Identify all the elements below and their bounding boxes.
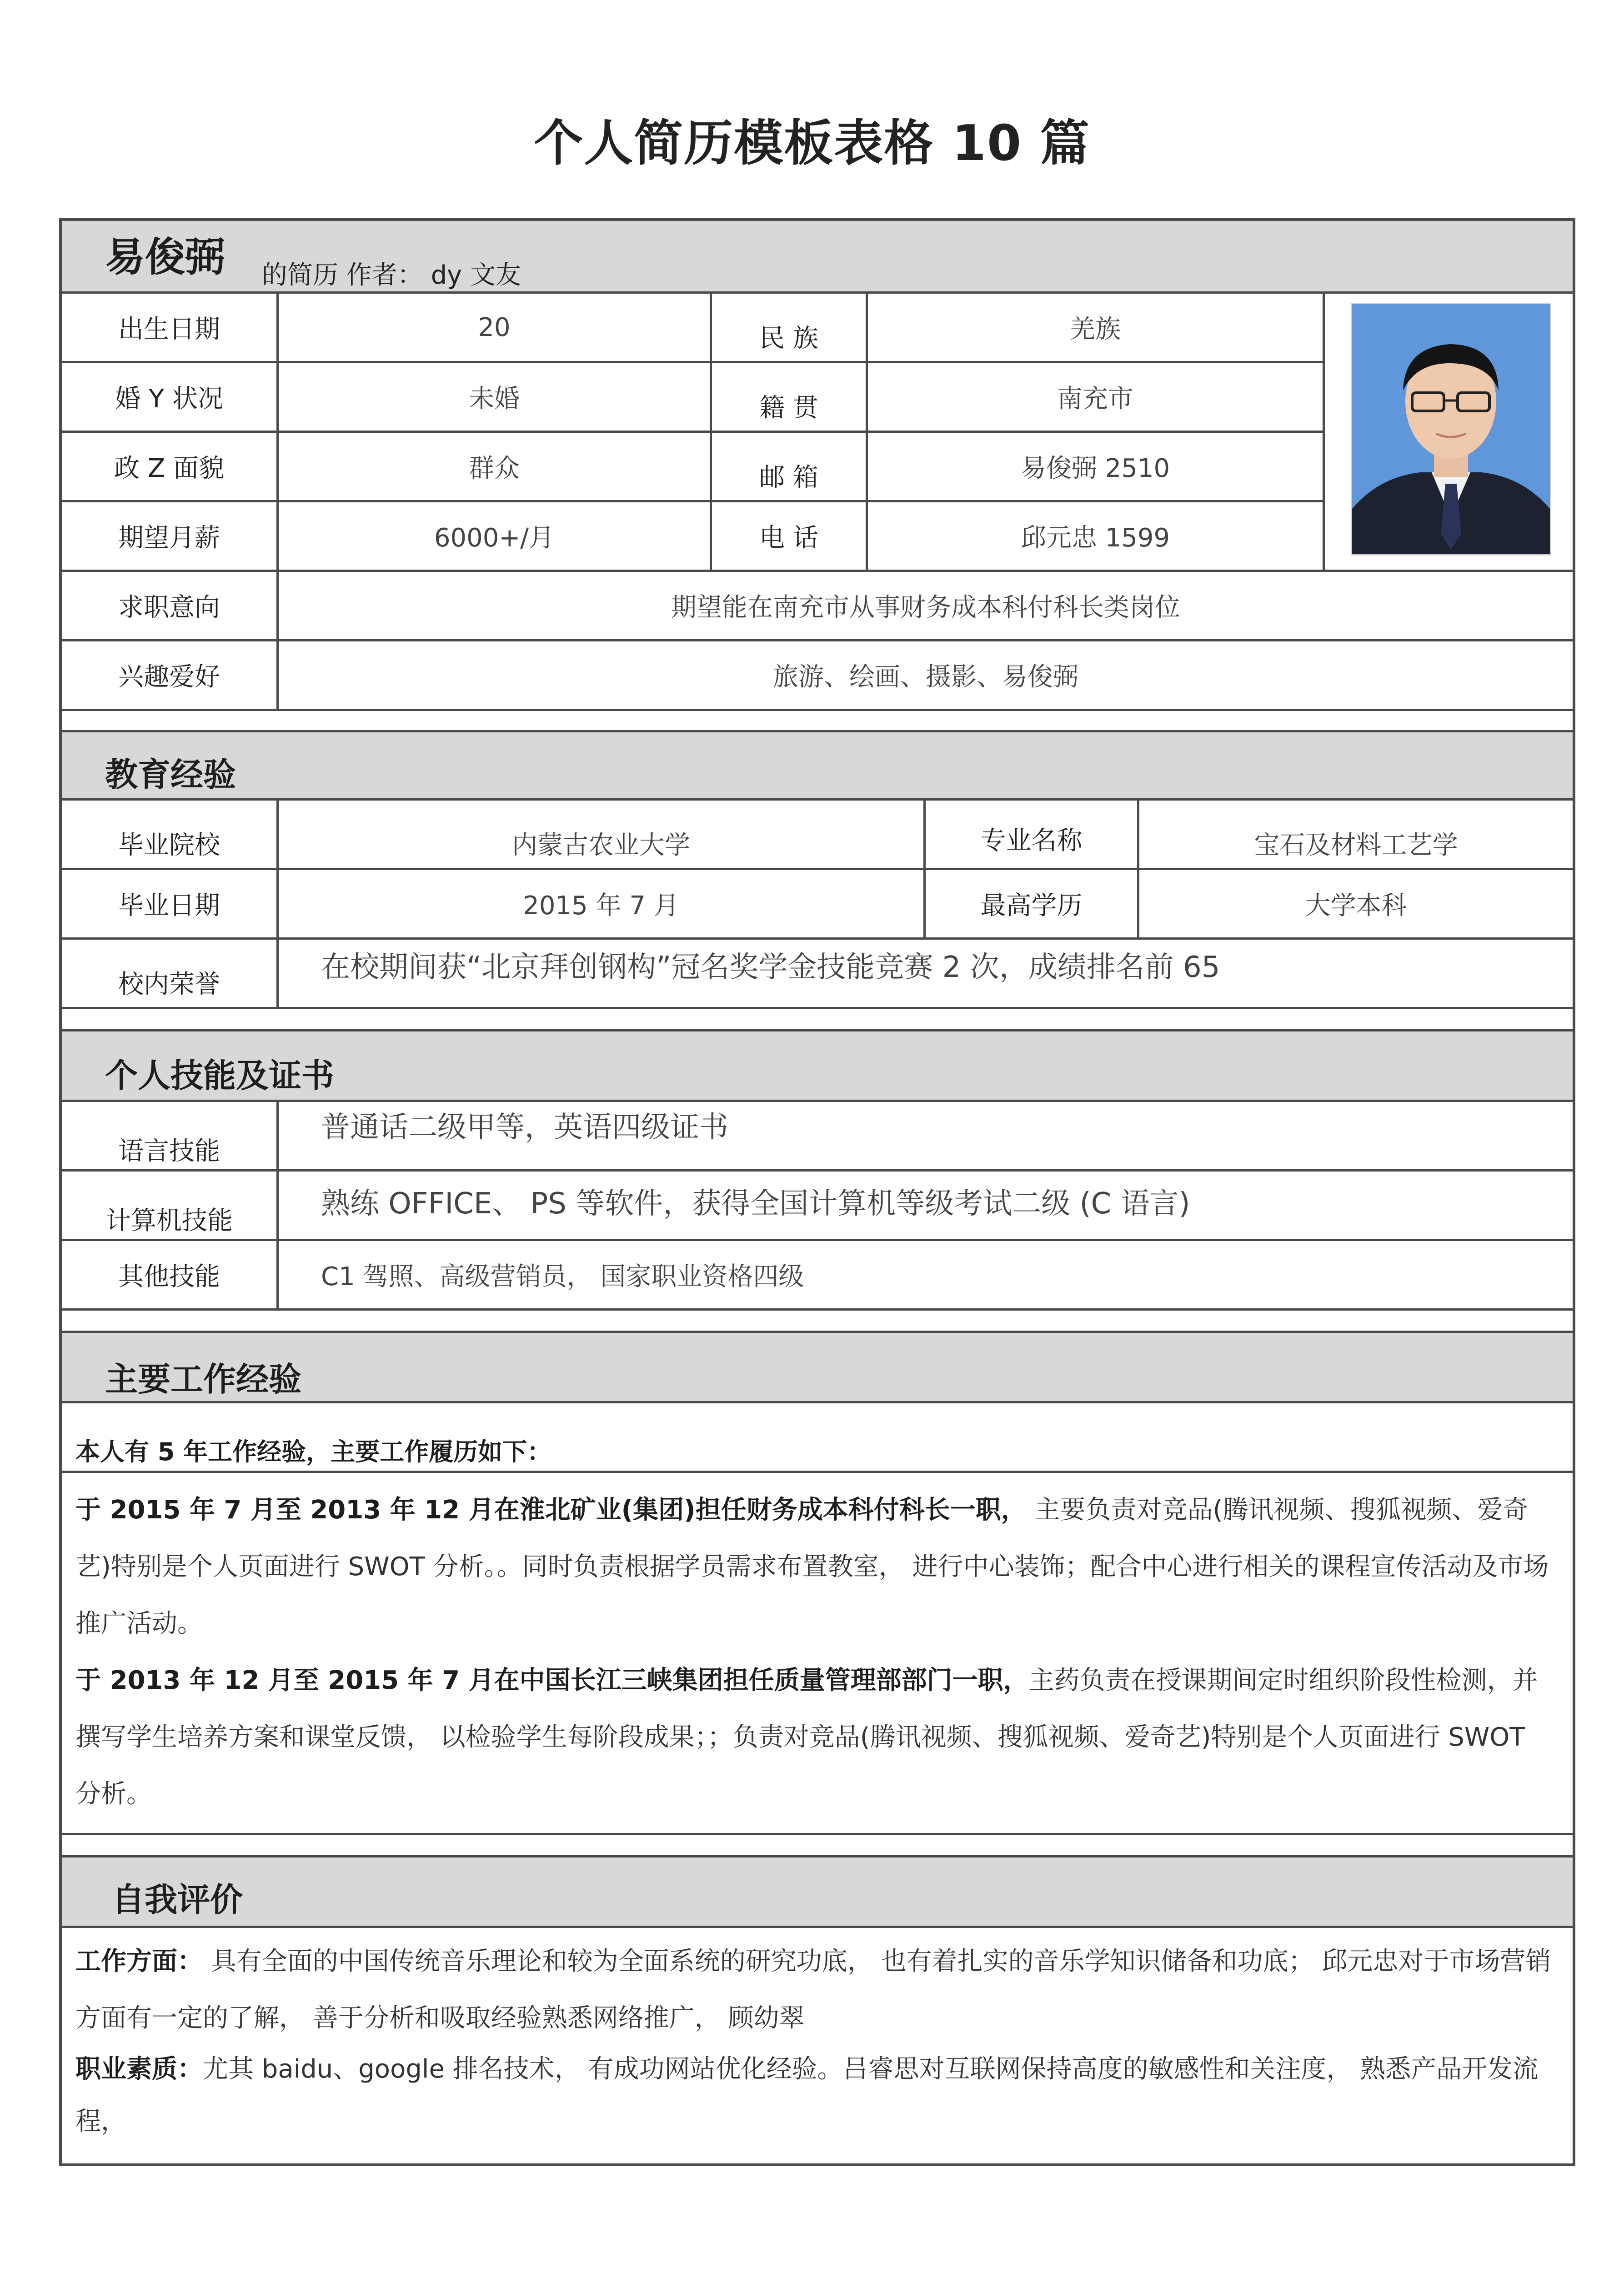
salary-value: 6000+/月 bbox=[434, 523, 555, 553]
origin-label: 籍 贯 bbox=[759, 393, 818, 423]
education-title: 教育经验 bbox=[105, 756, 236, 794]
other-skill-label: 其他技能 bbox=[118, 1262, 220, 1292]
honor-value: 在校期间获“北京拜创钢构”冠名奖学金技能竞赛 2 次，成绩排名前 65 bbox=[321, 951, 1220, 984]
self-eval-work-text: 具有全面的中国传统音乐理论和较为全面系统的研究功底， 也有着扎实的音乐学知识储备和功底； 邱元忠对于市场营销方面有一定的了解， 善于分析和吸取经验熟悉网络推广， 顾幼翠 bbox=[75, 1947, 1551, 2033]
degree-value: 大学本科 bbox=[1305, 891, 1407, 921]
school-value: 内蒙古农业大学 bbox=[512, 831, 690, 860]
birth-label: 出生日期 bbox=[118, 315, 220, 344]
language-skill-label: 语言技能 bbox=[118, 1136, 220, 1166]
education-header-band bbox=[62, 732, 1573, 798]
origin-value: 南充市 bbox=[1057, 384, 1133, 414]
work-history-1 bbox=[75, 1482, 1558, 1652]
ethnic-label: 民 族 bbox=[759, 324, 818, 353]
degree-label: 最高学历 bbox=[980, 891, 1083, 921]
ethnic-value: 羌族 bbox=[1070, 315, 1121, 344]
major-value: 宝石及材料工艺学 bbox=[1254, 831, 1458, 860]
work-history-1-period: 于 2015 年 7 月至 2013 年 12 月在淮北矿业(集团)担任财务成本科付科长一职， bbox=[75, 1495, 1027, 1525]
computer-skill-value: 熟练 OFFICE、 PS 等软件，获得全国计算机等级考试二级 (C 语言) bbox=[321, 1187, 1190, 1221]
birth-value: 20 bbox=[478, 312, 511, 342]
resume-subtitle: 的简历 作者： dy 文友 bbox=[262, 260, 521, 290]
work-history-2 bbox=[75, 1652, 1558, 1822]
phone-label: 电 话 bbox=[759, 523, 818, 553]
work-title: 主要工作经验 bbox=[105, 1360, 302, 1398]
intent-label: 求职意向 bbox=[118, 593, 220, 622]
page-title: 个人简历模板表格 10 篇 bbox=[534, 115, 1090, 172]
skills-title: 个人技能及证书 bbox=[105, 1056, 335, 1095]
portrait-image bbox=[1352, 304, 1550, 554]
language-skill-value: 普通话二级甲等，英语四级证书 bbox=[321, 1111, 728, 1144]
honor-label: 校内荣誉 bbox=[118, 970, 220, 999]
work-history-1-duties: 主要负责对竞品(腾讯视频、搜狐视频、爱奇艺)特别是个人页面进行 SWOT 分析。。同时负责根据学员需求布置教室， 进行中心装饰；配合中心进行相关的课程宣传活动及市场推广活动。 bbox=[75, 1495, 1549, 1638]
hobby-value: 旅游、绘画、摄影、易俊弼 bbox=[773, 662, 1078, 692]
political-value: 群众 bbox=[469, 454, 520, 483]
self-eval-work-label: 工作方面： bbox=[75, 1947, 203, 1976]
email-value: 易俊弼 2510 bbox=[1020, 454, 1170, 483]
grad-date-value: 2015 年 7 月 bbox=[523, 891, 679, 921]
marital-label: 婚 Y 状况 bbox=[115, 384, 223, 414]
self-eval-quality bbox=[75, 2043, 1558, 2148]
work-history-2-period: 于 2013 年 12 月至 2015 年 7 月在中国长江三峡集团担任质量管理部部门一职， bbox=[75, 1666, 1029, 1695]
self-eval-quality-label: 职业素质： bbox=[75, 2054, 203, 2084]
marital-value: 未婚 bbox=[469, 384, 520, 414]
intent-value: 期望能在南充市从事财务成本科付科长类岗位 bbox=[671, 593, 1180, 622]
political-label: 政 Z 面貌 bbox=[114, 454, 224, 483]
email-label: 邮 箱 bbox=[759, 463, 818, 492]
self-eval-header-band bbox=[62, 1857, 1573, 1926]
hobby-label: 兴趣爱好 bbox=[118, 662, 220, 692]
grad-date-label: 毕业日期 bbox=[118, 891, 220, 921]
other-skill-value: C1 驾照、高级营销员， 国家职业资格四级 bbox=[321, 1262, 804, 1292]
self-eval-title: 自我评价 bbox=[112, 1881, 243, 1919]
self-eval-quality-text: 尤其 baidu、google 排名技术， 有成功网站优化经验。吕睿思对互联网保持高度的敏感性和关注度， 熟悉产品开发流程， bbox=[75, 2054, 1539, 2136]
major-label: 专业名称 bbox=[980, 826, 1083, 856]
phone-value: 邱元忠 1599 bbox=[1020, 523, 1170, 553]
school-label: 毕业院校 bbox=[118, 831, 220, 860]
work-history-2-duties: 主药负责在授课期间定时组织阶段性检测，并撰写学生培养方案和课堂反馈， 以检验学生每阶段成果；；负责对竞品(腾讯视频、搜狐视频、爱奇艺)特别是个人页面进行 SWOT 分析。 bbox=[75, 1666, 1538, 1809]
candidate-name: 易俊弼 bbox=[105, 234, 226, 280]
computer-skill-label: 计算机技能 bbox=[105, 1206, 233, 1236]
resume-table bbox=[59, 218, 1575, 2166]
salary-label: 期望月薪 bbox=[118, 523, 220, 553]
work-summary: 本人有 5 年工作经验，主要工作履历如下： bbox=[75, 1437, 552, 1466]
profile-photo bbox=[1351, 303, 1551, 556]
self-eval-work bbox=[75, 1933, 1558, 2047]
